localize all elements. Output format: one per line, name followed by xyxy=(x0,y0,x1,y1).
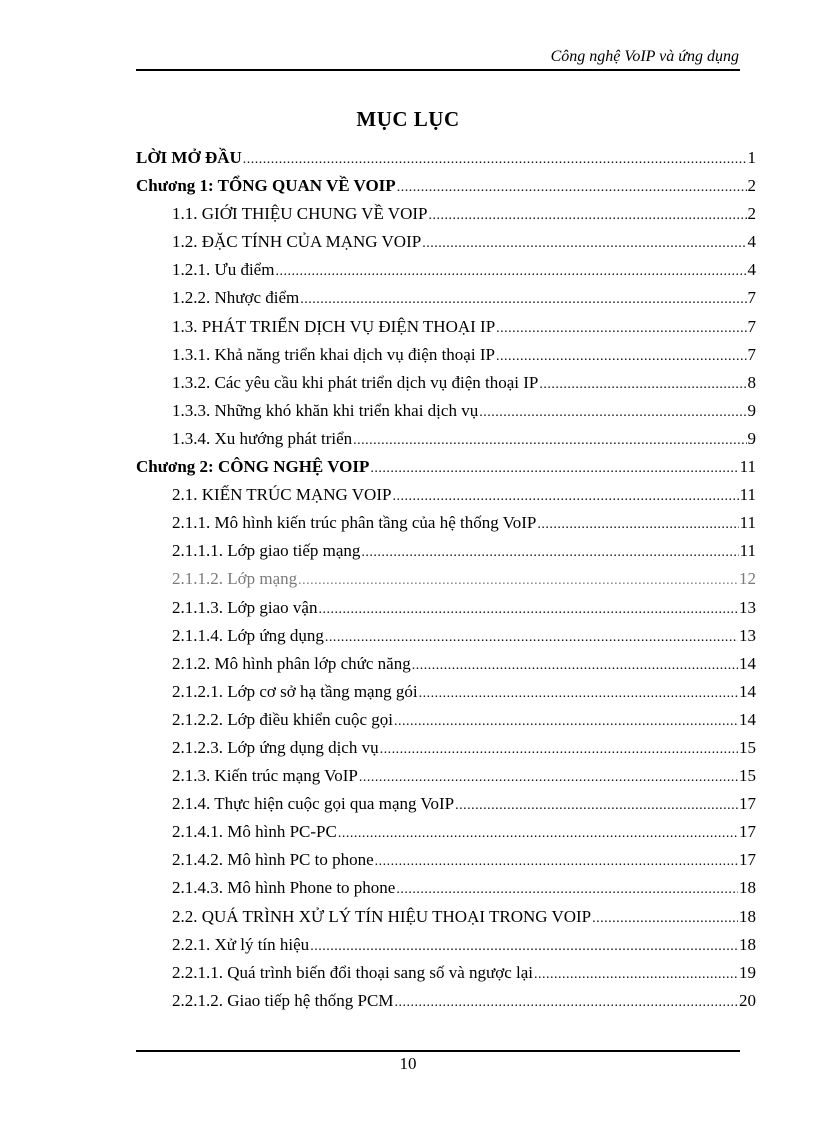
toc-entry[interactable] xyxy=(136,874,756,902)
toc-dot-leader xyxy=(298,565,738,595)
toc-dot-leader xyxy=(318,594,738,624)
toc-dot-leader xyxy=(353,425,746,455)
toc-entry-page: 11 xyxy=(739,541,756,561)
running-header: Công nghệ VoIP và ứng dụng xyxy=(550,48,739,65)
toc-entry-page: 18 xyxy=(739,878,756,898)
toc-entry-page: 1 xyxy=(747,148,756,167)
toc-entry[interactable] xyxy=(136,594,756,622)
toc-entry-page: 7 xyxy=(747,344,756,364)
toc-entry-label: 1.3. PHÁT TRIỂN DỊCH VỤ ĐIỆN THOẠI IP xyxy=(172,316,496,336)
toc-entry-label: Chương 2: CÔNG NGHỆ VOIP xyxy=(136,457,370,477)
toc-entry[interactable] xyxy=(136,622,756,650)
toc-entry-label: 1.2.2. Nhược điểm xyxy=(172,288,300,308)
toc-entry-label: 2.2.1.1. Quá trình biến đổi thoại sang số và ngược lại xyxy=(172,962,533,982)
toc-entry-label: 2.1.1.1. Lớp giao tiếp mạng xyxy=(172,541,361,561)
toc-entry-label: 2.1.1.4. Lớp ứng dụng xyxy=(172,625,324,645)
toc-entry-label: 2.1.1. Mô hình kiến trúc phân tầng của hệ thống VoIP xyxy=(172,513,537,533)
toc-entry-label: 2.1.4.1. Mô hình PC-PC xyxy=(172,822,337,842)
toc-entry[interactable] xyxy=(136,144,756,172)
toc-entry-page: 13 xyxy=(739,625,756,645)
toc-entry-label: 2.1.2.2. Lớp điều khiển cuộc gọi xyxy=(172,709,393,729)
toc-dot-leader xyxy=(380,734,738,764)
toc-entry-label: 2.1.2.3. Lớp ứng dụng dịch vụ xyxy=(172,737,379,757)
toc-entry-page: 17 xyxy=(739,794,756,814)
toc-entry[interactable] xyxy=(136,200,756,228)
toc-entry[interactable] xyxy=(136,313,756,341)
toc-dot-leader xyxy=(422,228,746,258)
toc-dot-leader xyxy=(394,987,738,1017)
toc-entry-page: 18 xyxy=(739,934,756,954)
toc-entry-label: 2.1.2. Mô hình phân lớp chức năng xyxy=(172,653,411,673)
toc-entry-page: 7 xyxy=(747,288,756,308)
toc-entry[interactable] xyxy=(136,481,756,509)
toc-entry-label: 2.1.4.2. Mô hình PC to phone xyxy=(172,850,374,870)
toc-entry-label: 1.3.2. Các yêu cầu khi phát triển dịch vụ điện thoại IP xyxy=(172,372,539,392)
toc-entry-page: 4 xyxy=(747,232,756,252)
toc-dot-leader xyxy=(397,172,747,202)
toc-entry[interactable] xyxy=(136,678,756,706)
toc-entry-page: 14 xyxy=(739,653,756,673)
toc-dot-leader xyxy=(396,874,738,904)
toc-entry-page: 7 xyxy=(747,316,756,336)
toc-entry[interactable] xyxy=(136,762,756,790)
toc-entry-label: 2.1.4. Thực hiện cuộc gọi qua mạng VoIP xyxy=(172,794,455,814)
toc-entry[interactable] xyxy=(136,903,756,931)
toc-entry-page: 12 xyxy=(739,569,756,589)
toc-entry-label: 1.2.1. Ưu điểm xyxy=(172,260,275,280)
toc-dot-leader xyxy=(359,762,738,792)
toc-dot-leader xyxy=(275,256,746,286)
toc-dot-leader xyxy=(412,650,738,680)
toc-entry[interactable] xyxy=(136,453,756,481)
toc-entry-label: 2.2.1. Xử lý tín hiệu xyxy=(172,934,310,954)
toc-dot-leader xyxy=(455,790,738,820)
footer-rule xyxy=(136,1050,740,1052)
toc-entry-page: 17 xyxy=(739,850,756,870)
toc-dot-leader xyxy=(370,453,738,483)
toc-dot-leader xyxy=(310,931,738,961)
toc-entry-page: 14 xyxy=(739,709,756,729)
table-of-contents xyxy=(136,144,756,1015)
toc-entry[interactable] xyxy=(136,425,756,453)
toc-entry[interactable] xyxy=(136,931,756,959)
toc-dot-leader xyxy=(496,313,746,343)
toc-dot-leader xyxy=(496,341,747,371)
toc-dot-leader xyxy=(428,200,746,230)
toc-entry-label: 2.2.1.2. Giao tiếp hệ thống PCM xyxy=(172,990,394,1010)
toc-entry-label: 2.1.1.2. Lớp mạng xyxy=(172,569,298,589)
toc-entry-page: 9 xyxy=(747,400,756,420)
toc-entry[interactable] xyxy=(136,846,756,874)
toc-entry[interactable] xyxy=(136,790,756,818)
toc-entry[interactable] xyxy=(136,818,756,846)
toc-entry-label: 1.1. GIỚI THIỆU CHUNG VỀ VOIP xyxy=(172,204,428,224)
toc-entry-label: 2.1.3. Kiến trúc mạng VoIP xyxy=(172,766,358,786)
toc-entry-page: 11 xyxy=(739,513,756,533)
toc-dot-leader xyxy=(375,846,738,876)
toc-entry[interactable] xyxy=(136,509,756,537)
toc-entry-label: 2.2. QUÁ TRÌNH XỬ LÝ TÍN HIỆU THOẠI TRONG VOIP xyxy=(172,906,592,926)
toc-entry-label: 1.3.1. Khả năng triển khai dịch vụ điện thoại IP xyxy=(172,344,495,364)
toc-entry-page: 11 xyxy=(739,485,756,505)
page-title: MỤC LỤC xyxy=(356,107,460,131)
toc-dot-leader xyxy=(300,284,746,314)
toc-entry-page: 14 xyxy=(739,681,756,701)
toc-dot-leader xyxy=(534,959,738,989)
toc-entry[interactable] xyxy=(136,959,756,987)
toc-dot-leader xyxy=(592,903,738,933)
header-rule xyxy=(136,69,740,71)
toc-entry-label: 1.3.4. Xu hướng phát triển xyxy=(172,428,353,448)
toc-entry[interactable] xyxy=(136,228,756,256)
toc-entry-page: 18 xyxy=(739,906,756,926)
toc-entry[interactable] xyxy=(136,284,756,312)
toc-entry-page: 15 xyxy=(739,737,756,757)
toc-entry-page: 15 xyxy=(739,766,756,786)
toc-entry[interactable] xyxy=(136,341,756,369)
toc-entry-label: 1.3.3. Những khó khăn khi triển khai dịch vụ xyxy=(172,400,479,420)
toc-dot-leader xyxy=(338,818,738,848)
toc-dot-leader xyxy=(361,537,738,567)
toc-entry[interactable] xyxy=(136,565,756,593)
toc-entry-label: 2.1.2.1. Lớp cơ sở hạ tầng mạng gói xyxy=(172,681,418,701)
toc-entry[interactable] xyxy=(136,734,756,762)
toc-entry[interactable] xyxy=(136,650,756,678)
toc-entry-page: 13 xyxy=(739,597,756,617)
toc-entry-page: 20 xyxy=(739,990,756,1010)
toc-dot-leader xyxy=(537,509,738,539)
toc-entry[interactable] xyxy=(136,397,756,425)
toc-dot-leader xyxy=(539,369,746,399)
toc-entry-page: 17 xyxy=(739,822,756,842)
toc-entry[interactable] xyxy=(136,537,756,565)
toc-entry-page: 11 xyxy=(739,457,756,477)
toc-entry-page: 2 xyxy=(747,204,756,224)
toc-entry[interactable] xyxy=(136,706,756,734)
toc-dot-leader xyxy=(479,397,746,427)
toc-entry-label: LỜI MỞ ĐẦU xyxy=(136,148,242,167)
toc-dot-leader xyxy=(325,622,738,652)
toc-entry-page: 9 xyxy=(747,428,756,448)
toc-entry[interactable] xyxy=(136,172,756,200)
toc-entry-page: 19 xyxy=(739,962,756,982)
toc-dot-leader xyxy=(243,144,747,174)
toc-entry-label: 2.1.1.3. Lớp giao vận xyxy=(172,597,318,617)
toc-entry[interactable] xyxy=(136,256,756,284)
toc-dot-leader xyxy=(392,481,738,511)
toc-entry-label: 2.1.4.3. Mô hình Phone to phone xyxy=(172,878,396,898)
toc-entry-label: 1.2. ĐẶC TÍNH CỦA MẠNG VOIP xyxy=(172,232,422,252)
toc-dot-leader xyxy=(394,706,738,736)
toc-entry-page: 4 xyxy=(747,260,756,280)
toc-entry-label: 2.1. KIẾN TRÚC MẠNG VOIP xyxy=(172,485,392,505)
toc-entry-label: Chương 1: TỔNG QUAN VỀ VOIP xyxy=(136,176,396,196)
toc-entry-page: 8 xyxy=(747,372,756,392)
page-number: 10 xyxy=(399,1054,417,1073)
toc-entry[interactable] xyxy=(136,369,756,397)
toc-entry[interactable] xyxy=(136,987,756,1015)
toc-dot-leader xyxy=(419,678,738,708)
toc-entry-page: 2 xyxy=(747,176,756,196)
